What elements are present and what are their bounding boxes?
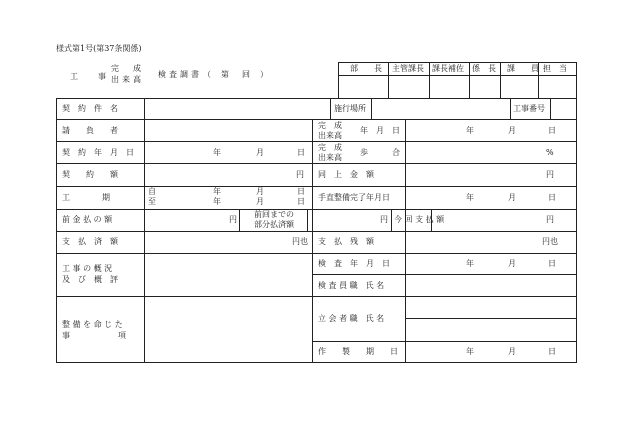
label-rate-c: 歩 合: [360, 148, 400, 157]
approval-header-4: 課 員: [507, 64, 539, 73]
label-project-no: 工事番号: [513, 104, 545, 113]
stamp-box-chief[interactable]: [470, 76, 500, 98]
period-from-day: 日: [297, 187, 305, 196]
label-this-payment: 今 回 支 払 額: [394, 215, 445, 224]
label-same-amount: 同 上 金 額: [318, 170, 374, 179]
approval-header-0: 部 長: [350, 64, 382, 73]
contract-date-year: 年: [213, 148, 221, 157]
insp-date-month: 月: [508, 259, 516, 268]
label-insp-date: 検 査 年 月 日: [318, 259, 390, 268]
prev-partial-yen: 円: [380, 215, 388, 224]
handover-year: 年: [466, 193, 474, 202]
form-number: 様式第1号(第37条関係): [56, 44, 142, 53]
same-amount-yen: 円: [546, 170, 554, 179]
stamp-box-charge[interactable]: [539, 76, 576, 98]
overview-field[interactable]: [145, 254, 311, 296]
order-field[interactable]: [145, 297, 311, 362]
completion-date-month: 月: [508, 126, 516, 135]
handover-month: 月: [508, 193, 516, 202]
label-contract-date: 契 約 年 月 日: [62, 148, 134, 157]
label-period: 工 期: [62, 193, 110, 202]
label-contract-name: 契 約 件 名: [62, 104, 118, 113]
label-period-to: 至: [148, 197, 156, 206]
completion-date-day: 日: [548, 126, 556, 135]
stamp-box-staff[interactable]: [501, 76, 538, 98]
title-output: 出来高: [111, 75, 144, 84]
label-order-a: 整 備 を 命 じ た: [62, 320, 123, 329]
label-period-from: 自: [148, 187, 156, 196]
handover-day: 日: [548, 193, 556, 202]
label-made-date: 作 製 期 日: [318, 347, 398, 356]
label-overview-a: 工 事 の 概 況: [62, 264, 113, 273]
title-count-open: （第: [203, 70, 239, 79]
label-prev-partial-a: 前回までの: [254, 210, 294, 219]
stamp-box-assistant[interactable]: [430, 76, 469, 98]
label-site: 施行場所: [334, 104, 366, 113]
rate-percent: %: [546, 148, 554, 157]
label-rate-a: 完 成: [318, 143, 342, 152]
label-paid: 支 払 済 額: [62, 237, 118, 246]
made-date-month: 月: [508, 347, 516, 356]
witness-field[interactable]: [406, 297, 576, 340]
project-no-field[interactable]: [551, 99, 576, 119]
contract-name-field[interactable]: [145, 99, 329, 119]
label-advance: 前 金 払 の 額: [62, 215, 113, 224]
insp-date-year: 年: [466, 259, 474, 268]
contract-date-day: 日: [297, 148, 305, 157]
label-completion-date-b: 出来高: [318, 131, 342, 140]
balance-yen: 円也: [542, 237, 558, 246]
made-date-day: 日: [548, 347, 556, 356]
completion-date-year: 年: [466, 126, 474, 135]
period-from-year: 年: [213, 187, 221, 196]
label-inspector: 検 査 員 職 氏 名: [318, 281, 385, 290]
period-to-day: 日: [297, 197, 305, 206]
label-rate-b: 出来高: [318, 153, 342, 162]
label-completion-date-a: 完 成: [318, 121, 342, 130]
label-completion-date-c: 年 月 日: [360, 126, 400, 135]
label-witness: 立 会 者 職 氏 名: [318, 314, 385, 323]
contract-amount-yen: 円: [296, 170, 304, 179]
contractor-field[interactable]: [145, 120, 311, 141]
period-to-year: 年: [213, 197, 221, 206]
label-order-b: 事 項: [62, 331, 126, 340]
title-main: 検査調書: [158, 70, 202, 79]
label-prev-partial-b: 部分払済額: [254, 220, 294, 229]
label-overview-b: 及 び 概 評: [62, 275, 118, 284]
this-payment-yen: 円: [546, 215, 554, 224]
made-date-year: 年: [466, 347, 474, 356]
label-contractor: 請 負 者: [62, 126, 118, 135]
contract-date-month: 月: [256, 148, 264, 157]
advance-yen: 円: [229, 215, 237, 224]
paid-yen: 円也: [292, 237, 308, 246]
period-to-month: 月: [256, 197, 264, 206]
stamp-box-director[interactable]: [339, 76, 388, 98]
label-handover: 手直整備完了年月日: [318, 193, 390, 202]
approval-header-3: 係 長: [472, 64, 496, 73]
title-completion: 完 成: [111, 64, 144, 73]
stamp-box-manager[interactable]: [389, 76, 429, 98]
insp-date-day: 日: [548, 259, 556, 268]
approval-header-2: 課長補佐: [432, 64, 464, 73]
title-prefix: 工 事: [70, 72, 112, 81]
inspector-field[interactable]: [406, 275, 576, 296]
site-field[interactable]: [372, 99, 509, 119]
label-contract-amount: 契 約 額: [62, 170, 118, 179]
approval-header-5: 担 当: [543, 64, 567, 73]
label-balance: 支 払 残 額: [318, 237, 374, 246]
period-from-month: 月: [256, 187, 264, 196]
approval-header-1: 主管課長: [392, 64, 424, 73]
title-count-close: 回）: [242, 70, 278, 79]
